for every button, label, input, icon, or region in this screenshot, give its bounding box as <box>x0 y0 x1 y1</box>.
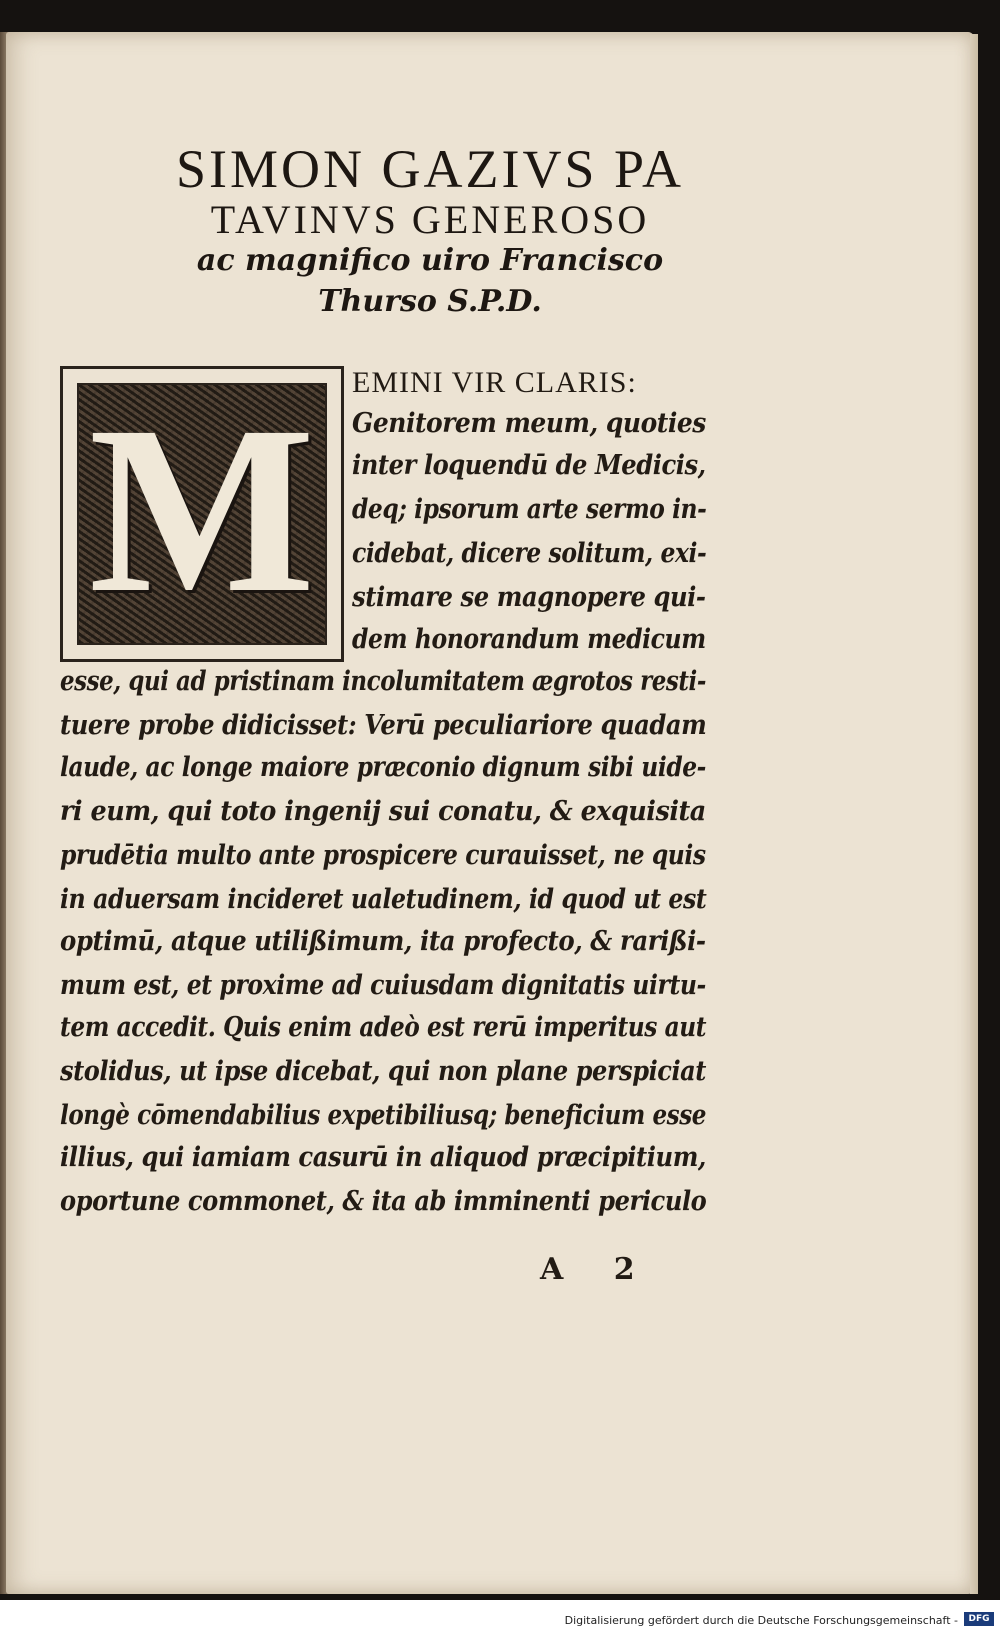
decorated-initial <box>60 366 344 662</box>
body-line: optimū, atque utilißimum, ita profecto, & rarißi- <box>60 926 706 957</box>
signature-mark: A 2 <box>540 1252 655 1287</box>
woodcut-ornament <box>77 376 327 645</box>
body-line: inter loquendū de Medicis, <box>352 450 706 481</box>
body-line: stolidus, ut ipse dicebat, qui non plane perspiciat <box>60 1056 706 1087</box>
body-line: dem honorandum medicum <box>352 624 706 655</box>
heading-line-4: Thurso S.P.D. <box>318 284 542 319</box>
initial-letter: M <box>88 376 316 642</box>
body-line: illius, qui iamiam casurū in aliquod præcipitium, <box>60 1142 706 1173</box>
heading-line-3: ac magnifico uiro Francisco <box>196 243 664 278</box>
body-line: stimare se magnopere qui- <box>352 582 706 613</box>
body-line: tem accedit. Quis enim adeò est rerū imperitus aut <box>60 1012 707 1043</box>
body-line: oportune commonet, & ita ab imminenti periculo <box>60 1186 707 1217</box>
funding-credit: Digitalisierung gefördert durch die Deutsche Forschungsgemeinschaft - <box>564 1614 958 1627</box>
body-line: deq; ipsorum arte sermo in- <box>352 494 707 525</box>
body-line: esse, qui ad pristinam incolumitatem ægrotos resti- <box>60 666 706 697</box>
body-line: mum est, et proxime ad cuiusdam dignitatis uirtu- <box>60 970 706 1001</box>
body-line: tuere probe didicisset: Verū peculiariore quadam <box>60 710 707 741</box>
page-fore-edge <box>970 34 978 1594</box>
body-line: laude, ac longe maiore præconio dignum sibi uide- <box>60 752 706 783</box>
heading-line-2: TAVINVS GENEROSO <box>210 197 650 242</box>
body-line: longè cōmendabilius expetibiliusq; beneficium esse <box>60 1100 707 1131</box>
dfg-logo-icon: DFG <box>964 1612 994 1626</box>
body-line: EMINI VIR CLARIS: <box>352 366 637 399</box>
heading-line-1: SIMON GAZIVS PA <box>175 139 685 199</box>
body-line: prudētia multo ante prospicere curauisset, ne quis <box>60 840 706 871</box>
body-line: in aduersam incideret ualetudinem, id quod ut est <box>60 884 707 915</box>
body-line: Genitorem meum, quoties <box>352 408 706 439</box>
body-line: ri eum, qui toto ingenij sui conatu, & exquisita <box>60 796 706 827</box>
body-line: cidebat, dicere solitum, exi- <box>352 538 707 569</box>
